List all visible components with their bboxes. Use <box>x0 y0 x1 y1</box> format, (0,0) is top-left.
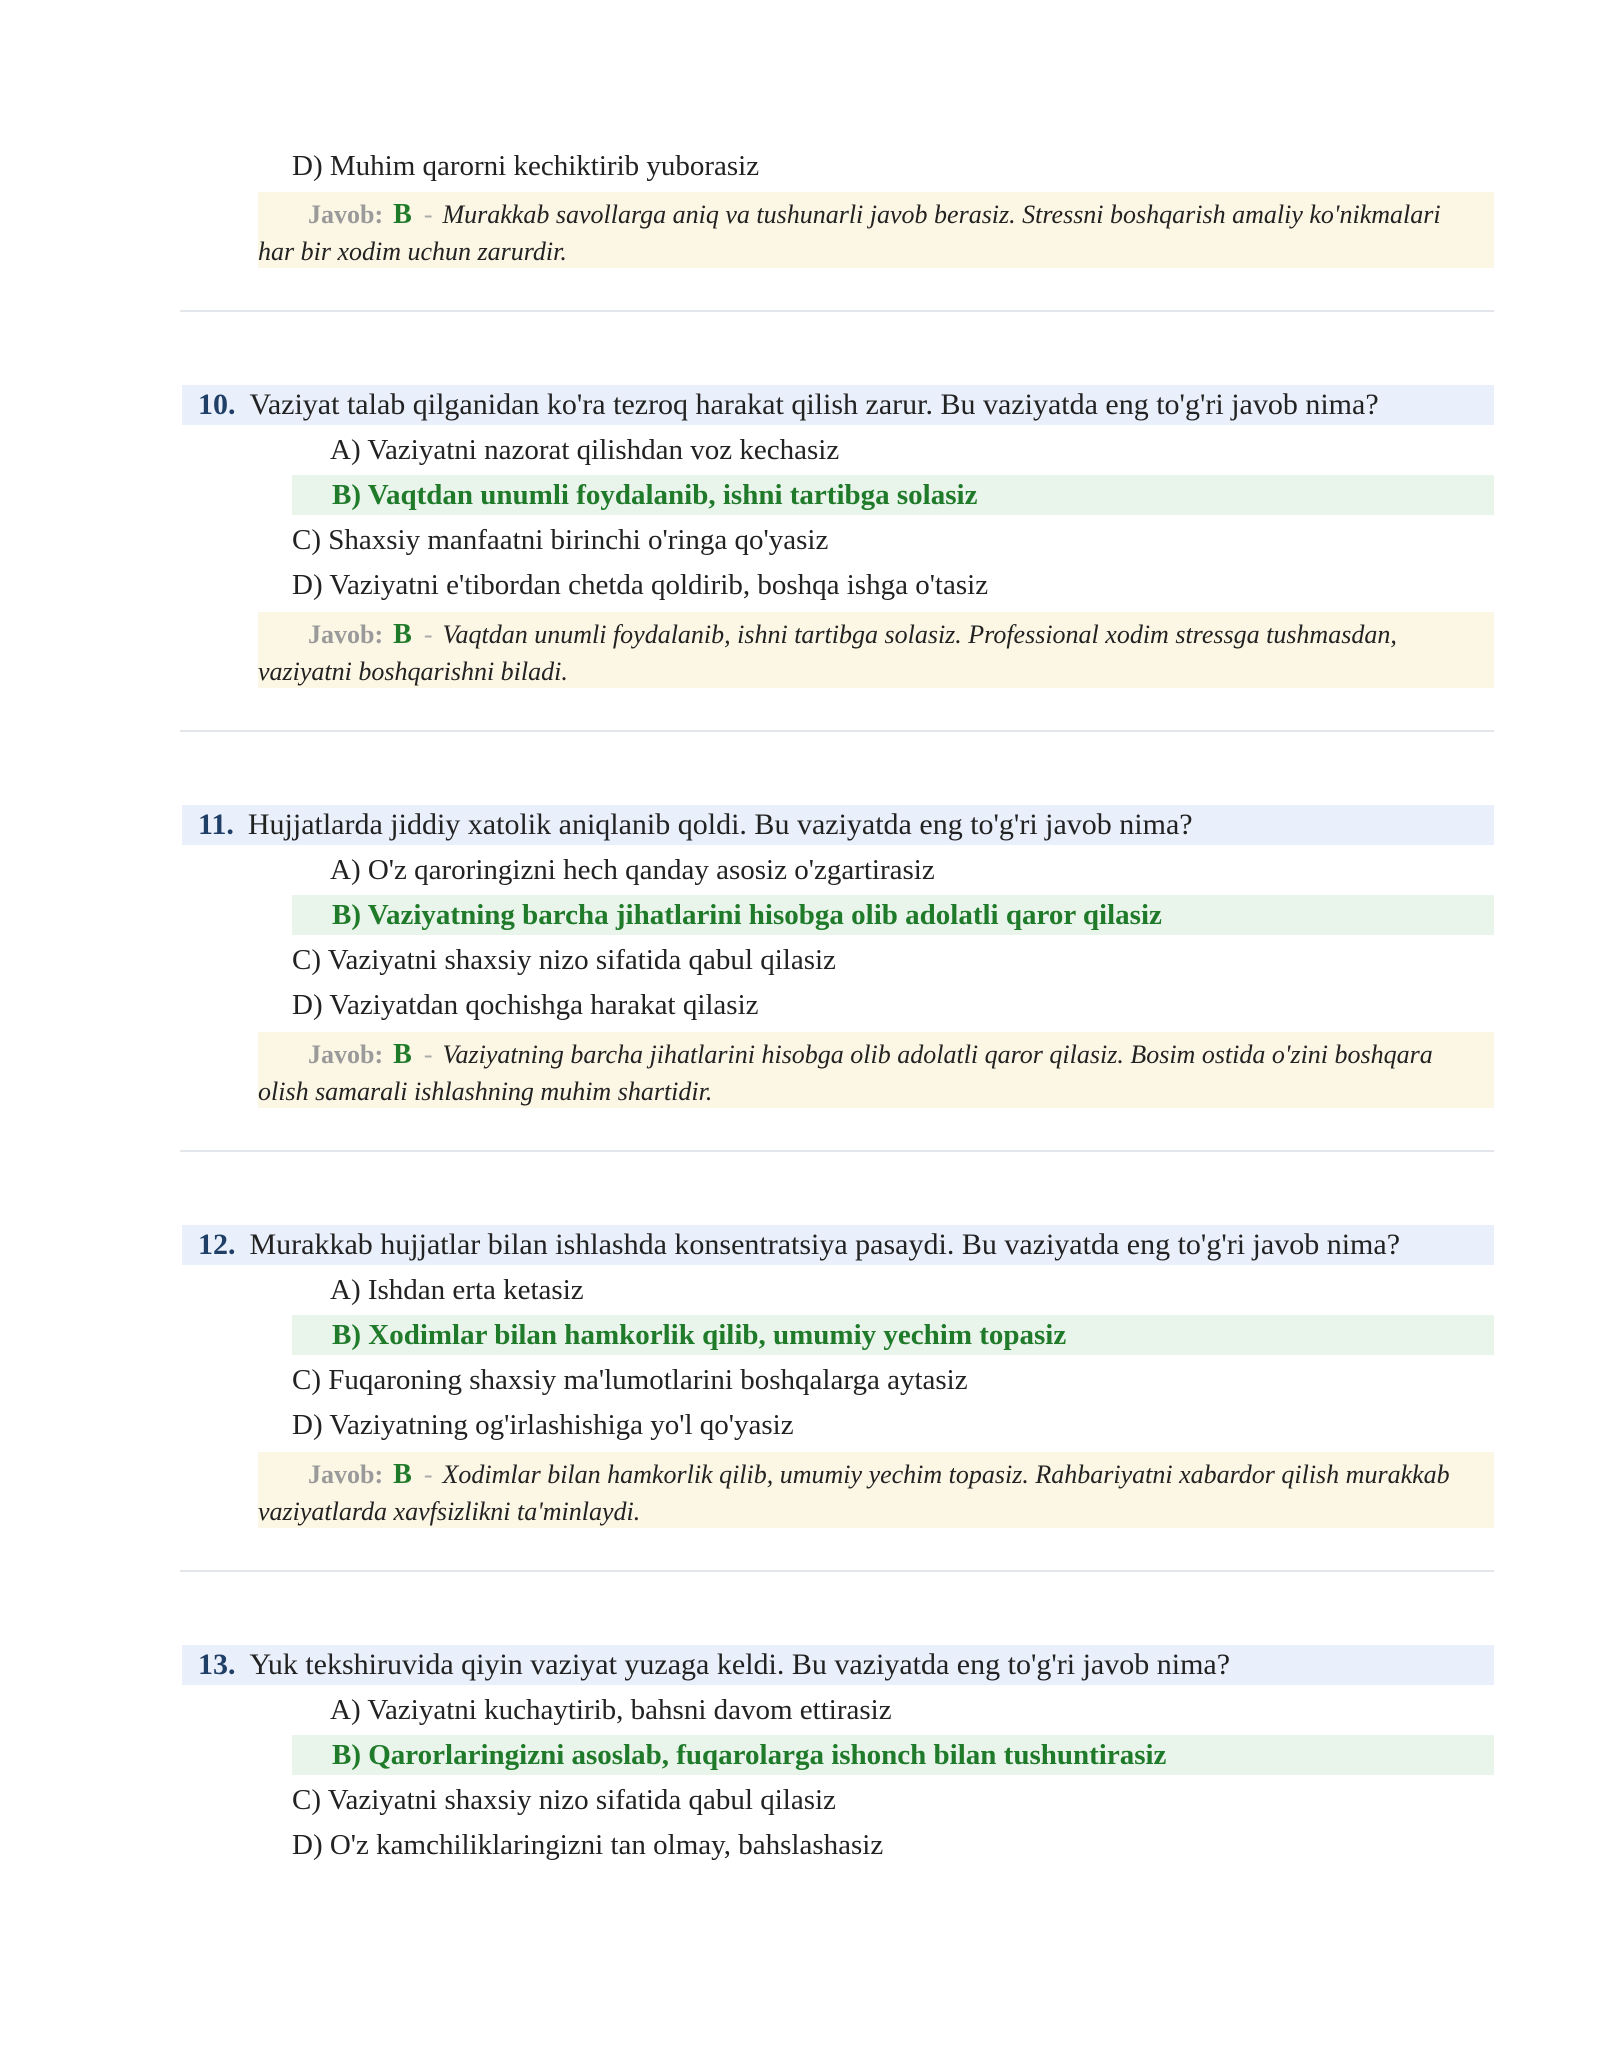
answer-key: B <box>393 1039 412 1070</box>
answer-key: B <box>393 199 412 230</box>
divider <box>180 310 1494 312</box>
q10-option-b-correct: B) Vaqtdan unumli foydalanib, ishni tartibga solasiz <box>292 475 1494 515</box>
question-number: 11. <box>198 808 234 841</box>
divider <box>180 1570 1494 1572</box>
question-12 <box>182 1225 1494 1265</box>
q11-option-b-correct: B) Vaziyatning barcha jihatlarini hisobga olib adolatli qaror qilasiz <box>292 895 1494 935</box>
question-13 <box>182 1645 1494 1685</box>
answer-label: Javob: <box>308 1460 384 1489</box>
question-text: Yuk tekshiruvida qiyin vaziyat yuzaga keldi. Bu vaziyatda eng to'g'ri javob nima? <box>249 1648 1231 1681</box>
q11-option-a: A) O'z qaroringizni hech qanday asosiz o'zgartirasiz <box>330 854 935 886</box>
q10-answer-box <box>258 612 1494 688</box>
q12-option-a: A) Ishdan erta ketasiz <box>330 1274 584 1306</box>
q11-answer-box <box>258 1032 1494 1108</box>
q9-answer-box <box>258 192 1494 268</box>
q13-option-a: A) Vaziyatni kuchaytirib, bahsni davom ettirasiz <box>330 1694 892 1726</box>
q12-option-d: D) Vaziyatning og'irlashishiga yo'l qo'yasiz <box>292 1409 794 1441</box>
q11-option-d: D) Vaziyatdan qochishga harakat qilasiz <box>292 989 759 1021</box>
q11-option-c: C) Vaziyatni shaxsiy nizo sifatida qabul qilasiz <box>292 944 836 976</box>
answer-label: Javob: <box>308 1040 384 1069</box>
answer-dash: - <box>423 1040 433 1069</box>
question-text: Vaziyat talab qilganidan ko'ra tezroq harakat qilish zarur. Bu vaziyatda eng to'g'ri javob nima? <box>249 388 1379 421</box>
question-number: 10. <box>198 388 236 421</box>
divider <box>180 1150 1494 1152</box>
q13-option-b-correct: B) Qarorlaringizni asoslab, fuqarolarga ishonch bilan tushuntirasiz <box>292 1735 1494 1775</box>
question-number: 12. <box>198 1228 236 1261</box>
q13-option-c: C) Vaziyatni shaxsiy nizo sifatida qabul qilasiz <box>292 1784 836 1816</box>
q10-option-a: A) Vaziyatni nazorat qilishdan voz kechasiz <box>330 434 840 466</box>
q9-option-d: D) Muhim qarorni kechiktirib yuborasiz <box>292 150 760 182</box>
answer-dash: - <box>423 200 433 229</box>
q10-option-d: D) Vaziyatni e'tibordan chetda qoldirib, boshqa ishga o'tasiz <box>292 569 989 601</box>
answer-explanation: Xodimlar bilan hamkorlik qilib, umumiy yechim topasiz. Rahbariyatni xabardor qilish murakkab vaziyatlarda xavfsizlikni ta'minlaydi. <box>258 1460 1450 1526</box>
answer-explanation: Vaziyatning barcha jihatlarini hisobga olib adolatli qaror qilasiz. Bosim ostida o'zini boshqara olish samarali ishlashning muhim shartidir. <box>258 1040 1433 1106</box>
question-number: 13. <box>198 1648 236 1681</box>
question-text: Murakkab hujjatlar bilan ishlashda konsentratsiya pasaydi. Bu vaziyatda eng to'g'ri javob nima? <box>249 1228 1401 1261</box>
divider <box>180 730 1494 732</box>
question-10 <box>182 385 1494 425</box>
q12-answer-box <box>258 1452 1494 1528</box>
question-text: Hujjatlarda jiddiy xatolik aniqlanib qoldi. Bu vaziyatda eng to'g'ri javob nima? <box>247 808 1193 841</box>
q10-option-c: C) Shaxsiy manfaatni birinchi o'ringa qo'yasiz <box>292 524 829 556</box>
answer-key: B <box>393 1459 412 1490</box>
answer-dash: - <box>423 1460 433 1489</box>
answer-label: Javob: <box>308 620 384 649</box>
q12-option-b-correct: B) Xodimlar bilan hamkorlik qilib, umumiy yechim topasiz <box>292 1315 1494 1355</box>
question-11 <box>182 805 1494 845</box>
answer-dash: - <box>423 620 433 649</box>
answer-label: Javob: <box>308 200 384 229</box>
answer-explanation: Vaqtdan unumli foydalanib, ishni tartibga solasiz. Professional xodim stressga tushmasdan, vaziyatni boshqarishni biladi. <box>258 620 1397 686</box>
answer-explanation: Murakkab savollarga aniq va tushunarli javob berasiz. Stressni boshqarish amaliy ko'nikmalari har bir xodim uchun zarurdir. <box>258 200 1441 266</box>
q13-option-d: D) O'z kamchiliklaringizni tan olmay, bahslashasiz <box>292 1829 884 1861</box>
q12-option-c: C) Fuqaroning shaxsiy ma'lumotlarini boshqalarga aytasiz <box>292 1364 968 1396</box>
answer-key: B <box>393 619 412 650</box>
